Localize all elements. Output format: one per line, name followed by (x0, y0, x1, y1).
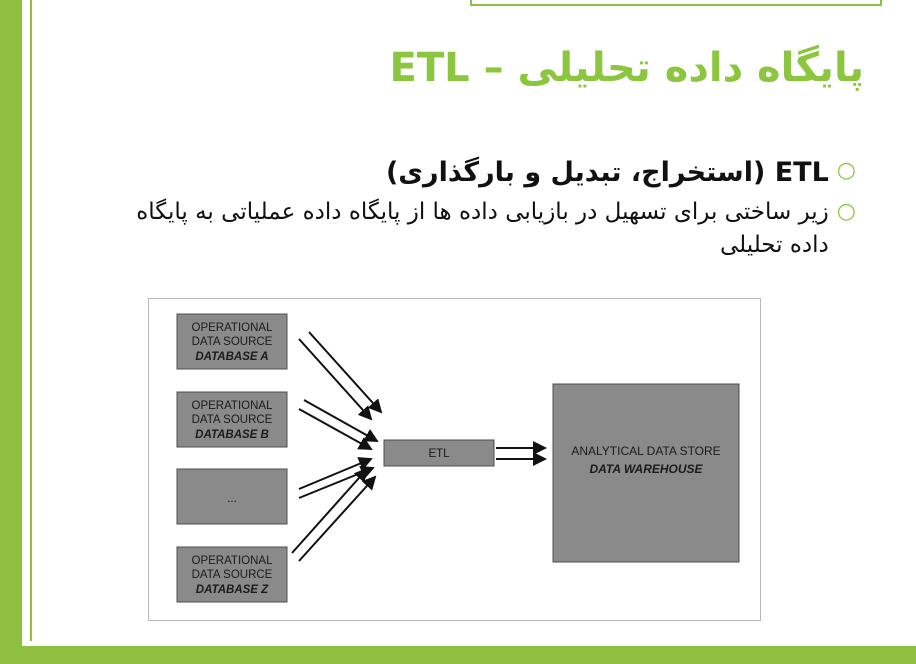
source-box-z (177, 547, 287, 602)
source-b-line1: OPERATIONAL (191, 400, 273, 412)
left-accent-gap (22, 0, 30, 664)
top-accent-tab (470, 0, 882, 6)
flow-arrows-into-etl (292, 332, 381, 561)
left-accent-stripe (0, 0, 22, 664)
bottom-accent-gap (30, 641, 916, 646)
analytical-data-store-box (553, 384, 739, 562)
etl-diagram (148, 298, 761, 621)
list-item (46, 196, 856, 263)
etl-process-box (384, 440, 494, 466)
bullet-marker-icon: ○ (836, 199, 856, 225)
bullet-marker-icon: ○ (836, 158, 856, 183)
etl-diagram-svg (149, 299, 760, 620)
source-b-line2: DATA SOURCE (191, 414, 273, 426)
bottom-accent-bar (0, 646, 916, 664)
flow-arrow-to-warehouse (496, 448, 545, 459)
source-z-line2: DATA SOURCE (191, 569, 273, 581)
source-ellipsis-label: ... (227, 493, 237, 505)
warehouse-line2: DATA WAREHOUSE (589, 462, 703, 476)
bullet-list (46, 155, 856, 269)
source-z-line3: DATABASE Z (195, 584, 269, 596)
etl-process-label: ETL (428, 448, 450, 460)
source-a-line2: DATA SOURCE (191, 336, 273, 348)
source-box-a (177, 314, 287, 369)
source-a-line1: OPERATIONAL (191, 322, 273, 334)
bullet-text: ETL (استخراج، تبدیل و بارگذاری) (385, 157, 829, 188)
bullet-text: زیر ساختی برای تسهیل در بازیابی داده ها از پایگاه داده عملیاتی به پایگاه داده تحلیلی (136, 199, 829, 259)
warehouse-line1: ANALYTICAL DATA STORE (571, 444, 721, 458)
source-box-ellipsis (177, 469, 287, 524)
source-b-line3: DATABASE B (195, 429, 269, 441)
source-z-line1: OPERATIONAL (191, 555, 273, 567)
source-box-b (177, 392, 287, 447)
list-item (46, 155, 856, 190)
source-a-line3: DATABASE A (195, 351, 269, 363)
page-title: پایگاه داده تحلیلی – ETL (389, 45, 864, 91)
